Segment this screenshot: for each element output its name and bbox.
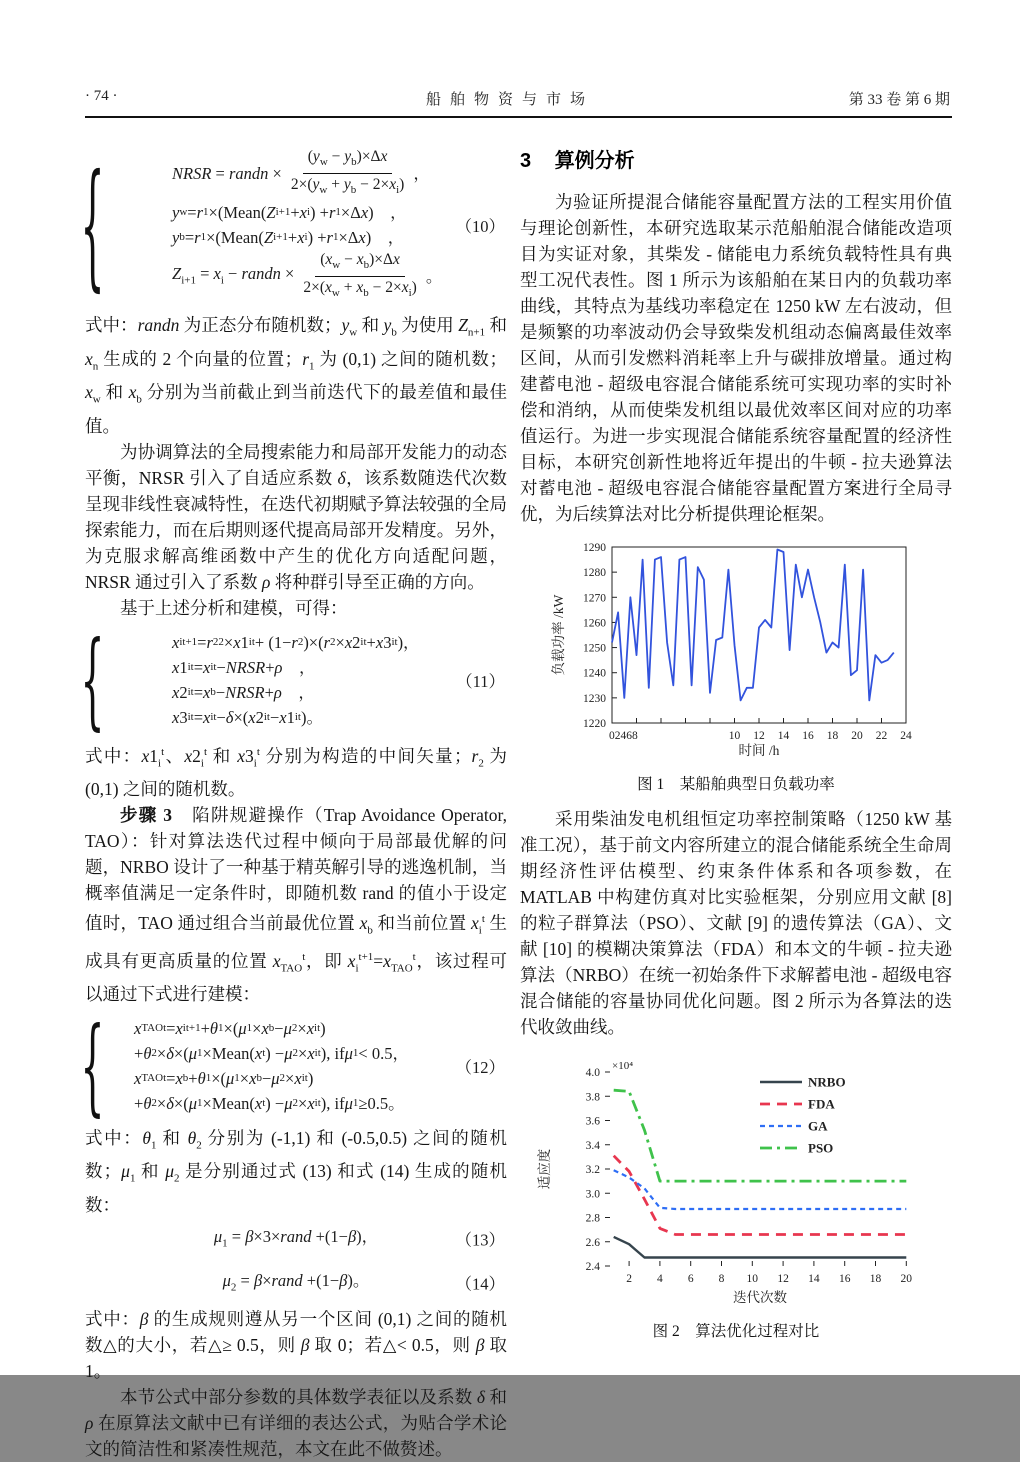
svg-text:3.2: 3.2 <box>585 1164 600 1176</box>
svg-text:2.8: 2.8 <box>585 1212 600 1225</box>
eq10-row4-pre: $Z_{i+1} = x_i$ − randn × <box>172 263 295 286</box>
equation-11 <box>80 619 507 741</box>
fraction-numerator: $(x_w - x_b)\times\Delta x$ <box>315 250 405 277</box>
fraction-denominator: $2\times(x_w + x_b - 2\times x_i)$ <box>303 279 417 300</box>
eq11-line: x 2 i t = x b − NRSR + ρ ， <box>172 682 315 702</box>
paragraph-after-eq12: 式中：$\theta_1$ 和 $\theta_2$ 分别为 (-1,1) 和 (-0.5,0.5) 之间的随机数；$\mu_1$ 和 $\mu_2$ 是分别通过式 (13) 和式 (14) 生成的随机数： <box>85 1127 508 1215</box>
svg-text:2.4: 2.4 <box>585 1261 600 1273</box>
equation-number: （10） <box>455 217 505 237</box>
paragraph-simulation: 采用柴油发电机组恒定功率控制策略（1250 kW 基准工况），基于前文内容所建立的混合储能系统全生命周期经济性评估模型、约束条件体系和各项参数，在 MATLAB 中构建仿真对比实验框架，分别应用文献 [8] 的粒子群算法（PSO）、文献 [9] 的遗传算法（GA）、文献 [10] 的模糊决策算法（FDA）和本文的牛顿 - 拉夫逊算法（NRBO）在统一初始条件下求解蓄电池 - 超级电容混合储能的容量协同优化问题。图 2 所示为各算法的迭代收敛曲线。 <box>520 809 952 1037</box>
equation-12 <box>80 1005 507 1127</box>
equation-number: （13） <box>455 1230 505 1250</box>
svg-text:10: 10 <box>746 1273 759 1285</box>
eq12-line: x TAO t = x b + θ 1 ×( μ 1 × x b − μ 2 × x i t ) <box>134 1068 314 1088</box>
svg-text:GA: GA <box>808 1118 828 1134</box>
fraction <box>298 250 422 303</box>
svg-text:2.6: 2.6 <box>585 1236 600 1249</box>
fraction-numerator: $(y_w - y_b)\times\Delta x$ <box>303 147 393 174</box>
svg-text:22: 22 <box>875 730 888 742</box>
svg-text:24: 24 <box>900 730 912 742</box>
eq10-row3: y b = r 1 ×(Mean( Z i+1 + x i ) + r 1 ×Δ x ) ， <box>172 228 405 248</box>
convergence-chart <box>536 1050 936 1312</box>
equation-14 <box>85 1262 507 1306</box>
svg-text:NRBO: NRBO <box>808 1074 846 1090</box>
svg-text:10: 10 <box>728 730 741 742</box>
eq12-line: x TAO t = x i t+1 + θ 1 ×( μ 1 × x b − μ 2 × x i t ) <box>134 1018 326 1038</box>
svg-text:1250: 1250 <box>583 642 606 655</box>
svg-text:14: 14 <box>808 1273 820 1285</box>
svg-text:FDA: FDA <box>808 1096 835 1112</box>
equation-number: （12） <box>455 1057 505 1077</box>
svg-text:1290: 1290 <box>583 542 606 554</box>
svg-text:3.0: 3.0 <box>585 1188 600 1201</box>
svg-text:02468: 02468 <box>609 730 638 742</box>
svg-text:3.4: 3.4 <box>585 1139 600 1152</box>
section-heading <box>520 144 952 173</box>
paragraph-after-eq10: 式中：randn 为正态分布随机数；$y_w$ 和 $y_b$ 为使用 $Z_{n+1}$ 和 $x_n$ 生成的 2 个向量的位置；$r_1$ 为 (0,1) 之间的随机数；$x_w$ 和 $x_b$ 分别为当前截止到当前迭代下的最差值和最佳值。 <box>85 315 508 436</box>
figure-2-caption: 图 2 算法优化过程对比 <box>652 1323 820 1340</box>
svg-text:1280: 1280 <box>583 567 606 580</box>
svg-text:时间 /h: 时间 /h <box>738 743 780 758</box>
svg-text:×10⁴: ×10⁴ <box>612 1060 634 1072</box>
svg-text:4: 4 <box>657 1273 663 1285</box>
svg-text:PSO: PSO <box>808 1140 834 1156</box>
eq11-line: x 1 i t = x i t − NRSR + ρ ， <box>172 657 316 677</box>
fraction-denominator: $2\times(y_w + y_b - 2\times x_i)$ <box>290 176 405 197</box>
right-column <box>520 138 952 1353</box>
figure-1-caption: 图 1 某船舶典型日负载功率 <box>637 776 835 793</box>
figure-1 <box>550 537 922 770</box>
svg-text:20: 20 <box>900 1273 913 1285</box>
eq11-line: x i t+1 = r 2 2 × x 1 i t + (1− r 2 )×( r 2 × x 2 i t + x 3 i t )， <box>172 632 420 652</box>
section-number: 3 <box>520 150 532 172</box>
eq10-row1-post: ， <box>413 164 430 184</box>
paragraph-after-eq11: 式中：$x1_i^t$、$x2_i^t$ 和 $x3_i^t$ 分别为构造的中间矢量；$r_2$ 为 (0,1) 之间的随机数。 <box>85 745 508 800</box>
svg-text:16: 16 <box>838 1273 851 1285</box>
paragraph-closing: 本节公式中部分参数的具体数学表征以及系数 δ 和 ρ 在原算法文献中已有详细的表达公式，为贴合学术论文的简洁性和紧凑性规范，本文在此不做赘述。 <box>85 1387 508 1460</box>
paragraph-case-intro: 为验证所提混合储能容量配置方法的工程实用价值与理论创新性，本研究选取某示范船舶混合储能改造项目为实证对象，其柴发 - 储能电力系统负载特性具有典型工况代表性。图 1 所示为该船舶在某日内的负载功率曲线，其特点为基线功率稳定在 1250 kW 左右波动，但是频繁的功率波动仍会导致柴发机组动态偏离最佳效率区间，从而引发燃料消耗率上升与碳排放增量。通过构建蓄电池 - 超级电容混合储能系统可实现功率的实时补偿和消纳，从而使柴发机组以最优效率区间对应的功率值运行。为进一步实现混合储能系统容量配置的经济性目标，本研究创新性地将近年提出的牛顿 - 拉夫逊算法对蓄电池 - 超级电容混合储能容量配置方案进行全局寻优，为后续算法对比分析提供理论框架。 <box>520 192 952 524</box>
svg-text:1270: 1270 <box>583 592 606 605</box>
svg-text:6: 6 <box>687 1273 694 1285</box>
journal-title: 船舶物资与市场 <box>425 92 595 108</box>
svg-text:1230: 1230 <box>583 692 606 705</box>
header-rule <box>85 116 952 118</box>
svg-text:1220: 1220 <box>583 718 606 730</box>
svg-text:1240: 1240 <box>583 667 606 680</box>
left-brace: { <box>80 619 105 741</box>
svg-text:负载功率 /kW: 负载功率 /kW <box>551 594 566 676</box>
svg-text:8: 8 <box>718 1273 725 1285</box>
left-brace: { <box>80 145 105 305</box>
svg-text:4.0: 4.0 <box>585 1067 600 1079</box>
eq10-row2: y w = r 1 ×(Mean( Z i+1 + x i ) + r 1 ×Δ x ) ， <box>172 203 407 223</box>
section-title: 算例分析 <box>554 150 635 172</box>
svg-text:16: 16 <box>802 730 814 742</box>
equation-10 <box>80 140 507 310</box>
equation-13 <box>85 1218 507 1262</box>
paragraph-lead-in: 基于上述分析和建模，可得： <box>120 597 348 618</box>
eq10-row1-pre: NRSR = randn × <box>172 164 282 184</box>
eq11-line: x 3 i t = x i t − δ ×( x 2 i t − x 1 i t )。 <box>172 707 323 727</box>
svg-text:适应度: 适应度 <box>537 1148 552 1190</box>
left-brace: { <box>80 1005 105 1127</box>
equation-number: （11） <box>456 671 505 691</box>
svg-text:20: 20 <box>851 730 863 742</box>
svg-text:2: 2 <box>626 1273 632 1285</box>
svg-text:3.8: 3.8 <box>585 1091 600 1104</box>
svg-text:14: 14 <box>777 730 790 742</box>
svg-text:18: 18 <box>826 730 839 742</box>
figure-2 <box>536 1050 936 1317</box>
eq14-expression: $\mu_2$ = β×rand +(1−β)。 <box>222 1271 370 1294</box>
eq12-line: + θ 2 × δ ×( μ 1 ×Mean( x t ) − μ 2 × x i t ), if μ 1 ≥0.5。 <box>134 1093 405 1113</box>
eq13-expression: $\mu_1$ = β×3×rand +(1−β)， <box>213 1226 379 1250</box>
paragraph-after-eq14: 式中：β 的生成规则遵从另一个区间 (0,1) 之间的随机数△的大小，若△≥ 0.5，则 β 取 0；若△< 0.5，则 β 取 1。 <box>85 1309 508 1382</box>
svg-text:1260: 1260 <box>583 617 606 630</box>
load-power-chart <box>550 537 922 765</box>
svg-text:12: 12 <box>777 1273 789 1285</box>
eq10-row4-post: 。 <box>425 267 443 287</box>
page-number: · 74 · <box>85 88 118 104</box>
svg-text:18: 18 <box>869 1273 882 1285</box>
svg-text:12: 12 <box>753 730 765 742</box>
paragraph-step3: 步骤 3 陷阱规避操作（Trap Avoidance Operator, TAO）：针对算法迭代过程中倾向于局部最优解的问题，NRBO 设计了一种基于精英解引导的逃逸机制，当概率值满足一定条件时，即随机数 rand 的值小于设定值时，TAO 通过组合当前最优位置 $x_b$ 和当前位置 $x_i^t$ 生成具有更高质量的位置 $x_{TAO}^t$，即 $x_i^{t+1}=x_{TAO}^t$，该过程可以通过下式进行建模： <box>85 805 508 1004</box>
eq12-line: + θ 2 × δ ×( μ 1 ×Mean( x t ) − μ 2 × x i t ), if μ 1 < 0.5， <box>134 1043 409 1063</box>
fraction <box>286 147 410 200</box>
svg-text:3.6: 3.6 <box>585 1115 600 1128</box>
equation-number: （14） <box>455 1274 505 1294</box>
svg-text:迭代次数: 迭代次数 <box>733 1290 787 1305</box>
left-column <box>80 138 508 1462</box>
paragraph-nrsr: 为协调算法的全局搜索能力和局部开发能力的动态平衡，NRSR 引入了自适应系数 δ，该系数随迭代次数呈现非线性衰减特性，在迭代初期赋予算法较强的全局探索能力，而在后期则逐代提高局部开发精度。另外，为克服求解高维函数中产生的优化方向适配问题，NRSR 通过引入了系数 ρ 将种群引导至正确的方向。 <box>85 441 507 592</box>
issue-info: 第 33 卷 第 6 期 <box>848 92 950 108</box>
